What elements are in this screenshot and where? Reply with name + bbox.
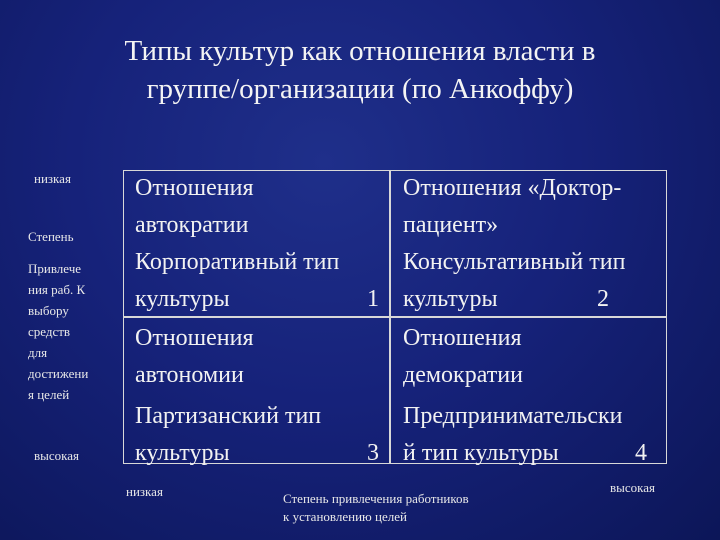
cell-line: пациент» [403, 212, 499, 238]
horizontal-axis-high: высокая [610, 480, 656, 495]
title-line-1: Типы культур как отношения власти в [124, 35, 596, 67]
cell-line: культуры [403, 286, 498, 312]
vertical-axis-label-line: ния раб. К [28, 282, 86, 297]
cell-line: Предпринимательски [403, 403, 623, 429]
cell-line: культуры [135, 286, 230, 312]
cell-line: Корпоративный тип [135, 249, 340, 275]
cell-line: культуры [135, 440, 230, 466]
cell-line: автономии [135, 362, 244, 388]
vertical-axis-label-line: средств [28, 324, 71, 339]
cell-line: Отношения «Доктор- [403, 175, 622, 201]
cell-line: Отношения [403, 325, 522, 351]
horizontal-axis-label-line: Степень привлечения работников [283, 491, 469, 506]
cell-last-line [403, 281, 661, 318]
cell-doctor-patient [403, 170, 661, 318]
cell-autonomy [135, 320, 379, 472]
cell-line: демократии [403, 362, 523, 388]
vertical-axis-label-line: я целей [28, 387, 70, 402]
horizontal-axis-low: низкая [126, 484, 163, 499]
cell-number: 4 [635, 440, 647, 466]
vertical-axis-label-2 [28, 258, 110, 405]
cell-number: 2 [597, 286, 609, 312]
cell-line: Отношения [135, 325, 254, 351]
cell-line: Отношения [135, 175, 254, 201]
cell-democracy [403, 320, 661, 472]
cell-last-line [135, 281, 379, 318]
title-line-2: группе/организации (по Анкоффу) [146, 73, 574, 105]
cell-last-line [135, 435, 379, 472]
vertical-axis-label-line: для [28, 345, 48, 360]
horizontal-axis-label [283, 490, 563, 526]
cell-number: 1 [367, 286, 379, 312]
horizontal-axis-label-line: к установлению целей [283, 509, 407, 524]
vertical-axis-label-line: достижени [28, 366, 89, 381]
cell-line: Консультативный тип [403, 249, 626, 275]
cell-line: й тип культуры [403, 440, 559, 466]
vertical-axis-label-line: выбору [28, 303, 69, 318]
cell-line: Партизанский тип [135, 403, 322, 429]
vertical-axis-low: низкая [34, 171, 71, 186]
cell-line: автократии [135, 212, 249, 238]
cell-autocracy [135, 170, 379, 318]
slide-title [40, 32, 680, 108]
cell-number: 3 [367, 440, 379, 466]
vertical-axis-label-1: Степень [28, 229, 74, 244]
cell-last-line [403, 435, 661, 472]
vertical-axis-label-line: Привлечe [28, 261, 82, 276]
vertical-axis-high: высокая [34, 448, 80, 463]
